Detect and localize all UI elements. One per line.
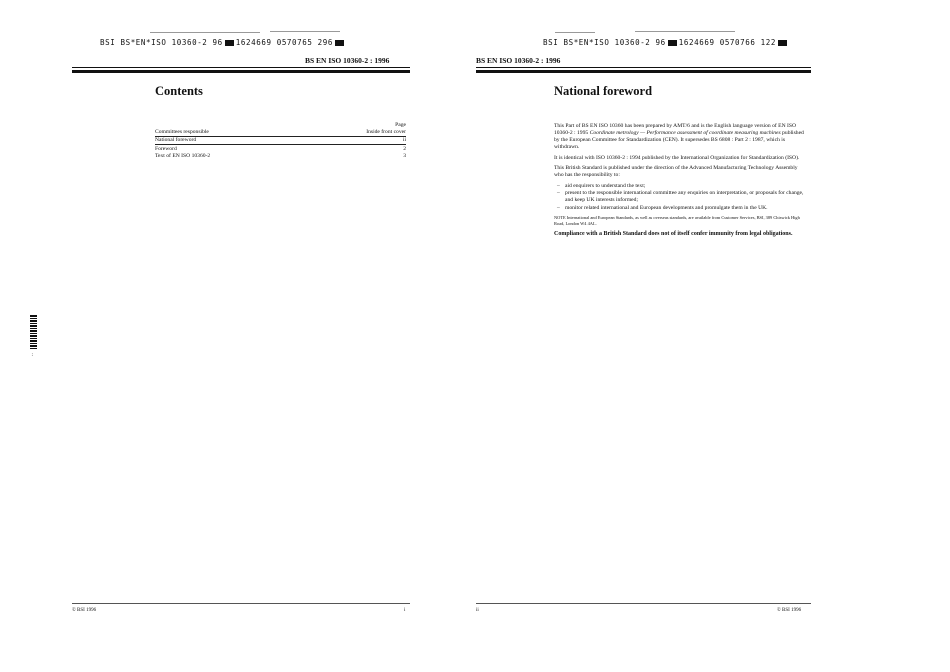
paragraph: This British Standard is published under the direction of the Advanced Manufacturing Technology Assembly who has the responsibility to: [554, 165, 798, 178]
binding-barcode [30, 315, 37, 349]
footer-copyright: © BSI 1996 [72, 608, 97, 613]
paragraph: It is identical with ISO 10360-2 : 1994 published by the International Organization for Standardization (ISO). [554, 154, 800, 161]
page-title: Contents [155, 84, 203, 98]
toc-page-header: Page [395, 121, 406, 128]
binding-mark: ·· [30, 353, 36, 357]
standard-reference: BS EN ISO 10360-2 : 1996 [305, 56, 390, 65]
page-title: National foreword [554, 84, 653, 98]
toc-row: Text of EN ISO 10360-2 3 [155, 153, 406, 160]
toc-row: Committees responsible Inside front cover [155, 129, 406, 136]
compliance-statement: Compliance with a British Standard does not of itself confer immunity from legal obligations. [554, 230, 793, 237]
contents-table [155, 121, 406, 160]
footer-page-number: i [404, 608, 406, 613]
paragraph: This Part of BS EN ISO 10360 has been prepared by AMT/6 and is the English language version of EN ISO 10360-2 : 1995 Coordinate metrology — Performance assessment of coordinate measuring machines published by the European Committee for Standardization (CEN). It supersedes BS 6808 : Part 2 : 1987, which is withdrawn. [554, 123, 804, 150]
toc-row: National foreword ii [155, 137, 406, 144]
list-item: – aid enquirers to understand the text; [554, 183, 804, 190]
toc-row: Foreword 2 [155, 145, 406, 152]
scan-header: BSI BS*EN*ISO 10360-2 96 1624669 0570766 122 [543, 38, 789, 47]
responsibility-list [554, 183, 804, 212]
list-item: – present to the responsible international committee any enquiries on interpretation, or proposals for change, and keep UK interests informed; [554, 190, 804, 204]
header-rule-thick [72, 70, 410, 73]
redaction-block [335, 40, 344, 46]
list-item: – monitor related international and European developments and promulgate them in the UK. [554, 205, 804, 212]
redaction-block [668, 40, 677, 46]
scan-artifact-line [635, 31, 735, 32]
foreword-body [554, 123, 804, 242]
redaction-block [225, 40, 234, 46]
footer-rule [72, 603, 410, 604]
right-page [475, 0, 950, 672]
header-rule-thin [476, 67, 811, 68]
note: NOTE International and European Standards, as well as overseas standards, are available from Customer Services, BSI, 389 Chiswick High Road, London W4 4AL. [554, 215, 800, 226]
footer-copyright: © BSI 1996 [777, 608, 802, 613]
scan-artifact-line [555, 32, 595, 33]
redaction-block [778, 40, 787, 46]
header-rule-thick [476, 70, 811, 73]
scan-header: BSI BS*EN*ISO 10360-2 96 1624669 0570765 296 [100, 38, 346, 47]
standard-reference: BS EN ISO 10360-2 : 1996 [476, 56, 561, 65]
scan-artifact-line [150, 32, 260, 33]
footer-rule [476, 603, 811, 604]
scan-artifact-line [270, 31, 340, 32]
header-rule-thin [72, 67, 410, 68]
footer-page-number: ii [476, 608, 479, 613]
